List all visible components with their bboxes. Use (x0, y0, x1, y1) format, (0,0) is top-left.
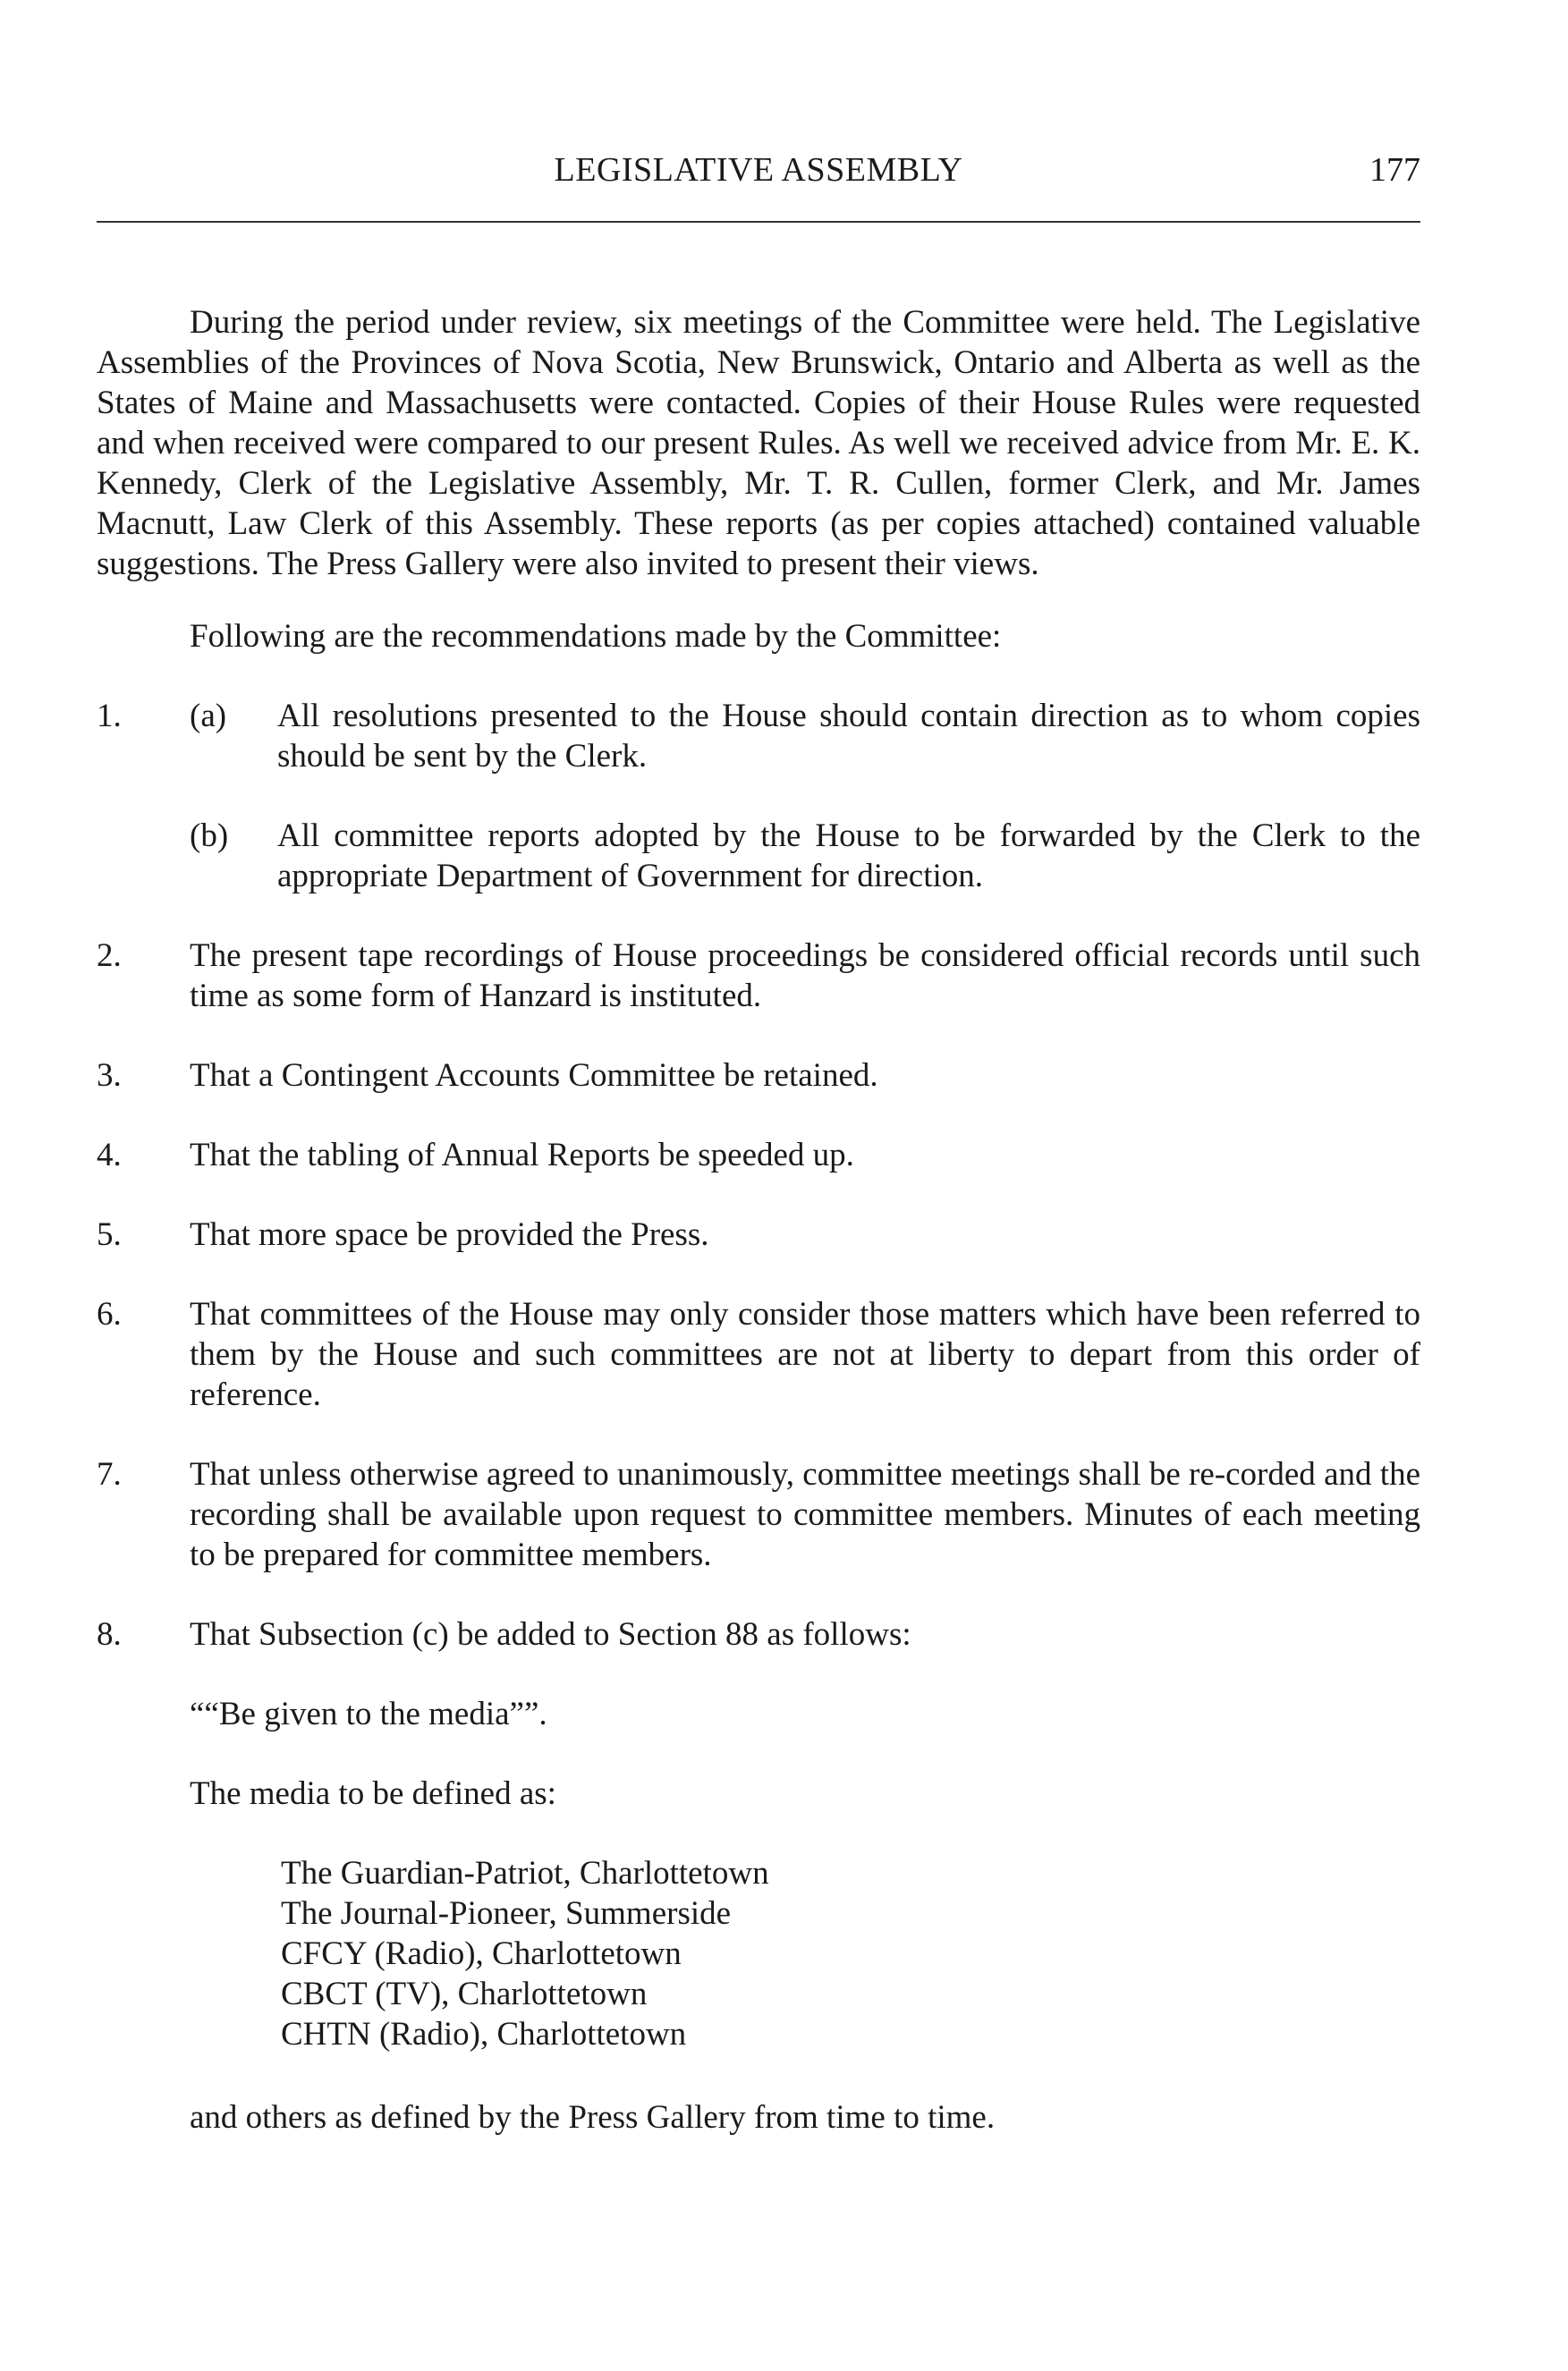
recommendation-3 (97, 1055, 1420, 1096)
item-number: 3. (97, 1057, 122, 1094)
recommendations-intro: Following are the recommendations made by the Committee: (190, 618, 1002, 655)
recommendation-7 (97, 1454, 1420, 1575)
item-text: All resolutions presented to the House should contain direction as to whom copies should be sent by the Clerk. (277, 698, 1420, 775)
item-text: The present tape recordings of House proceedings be considered official records until such time as some form of Hanzard is instituted. (190, 937, 1420, 1014)
sub-label: (b) (190, 817, 229, 854)
sub-label: (a) (190, 698, 227, 734)
media-definition-intro: The media to be defined as: (190, 1775, 556, 1812)
recommendation-5 (97, 1215, 1420, 1255)
media-item: CHTN (Radio), Charlottetown (281, 2016, 687, 2053)
item-text: That Subsection (c) be added to Section 88 as follows: (190, 1616, 911, 1653)
media-closing-line: and others as defined by the Press Gallery from time to time. (190, 2099, 996, 2136)
running-title: LEGISLATIVE ASSEMBLY (554, 151, 963, 189)
media-quote: ““Be given to the media””. (190, 1696, 547, 1732)
recommendation-1b (97, 816, 1420, 896)
item-number: 4. (97, 1137, 122, 1173)
recommendation-6 (97, 1294, 1420, 1415)
item-text: All committee reports adopted by the House to be forwarded by the Clerk to the appropriate Department of Government for direction. (277, 817, 1420, 894)
item-text: That more space be provided the Press. (190, 1216, 709, 1253)
item-number: 1. (97, 698, 122, 734)
item-text: That a Contingent Accounts Committee be retained. (190, 1057, 878, 1094)
item-number: 2. (97, 937, 122, 974)
media-item: The Journal-Pioneer, Summerside (281, 1895, 732, 1932)
item-number: 7. (97, 1456, 122, 1493)
media-item: CFCY (Radio), Charlottetown (281, 1935, 682, 1972)
recommendation-1a (97, 696, 1420, 776)
item-number: 6. (97, 1296, 122, 1333)
page-number: 177 (1369, 151, 1420, 189)
recommendation-2 (97, 936, 1420, 1016)
intro-paragraph: During the period under review, six meetings of the Committee were held. The Legislative Assemblies of the Provinces of Nova Scotia, New Brunswick, Ontario and Alberta as well as the States of Maine and Massachusetts were contacted. Copies of their House Rules were requested and when received were compared to our present Rules. As well we received advice from Mr. E. K. Kennedy, Clerk of the Legislative Assembly, Mr. T. R. Cullen, former Clerk, and Mr. James Macnutt, Law Clerk of this Assembly. These reports (as per copies attached) contained valuable suggestions. The Press Gallery were also invited to present their views. (97, 304, 1420, 582)
media-list (97, 1853, 1420, 2054)
body-content (97, 302, 1420, 2138)
recommendation-4 (97, 1135, 1420, 1175)
item-number: 8. (97, 1616, 122, 1653)
media-item: The Guardian-Patriot, Charlottetown (281, 1855, 769, 1892)
item-text: That committees of the House may only consider those matters which have been referred to them by the House and such committees are not at liberty to depart from this order of reference. (190, 1296, 1420, 1413)
item-text: That the tabling of Annual Reports be speeded up. (190, 1137, 854, 1173)
item-number: 5. (97, 1216, 122, 1253)
item-text: That unless otherwise agreed to unanimously, committee meetings shall be re-corded and the recording shall be available upon request to committee members. Minutes of each meeting to be prepared for committee members. (190, 1456, 1420, 1573)
recommendation-8 (97, 1614, 1420, 1655)
media-item: CBCT (TV), Charlottetown (281, 1976, 648, 2012)
header-rule (97, 221, 1420, 223)
page-header (97, 150, 1420, 204)
